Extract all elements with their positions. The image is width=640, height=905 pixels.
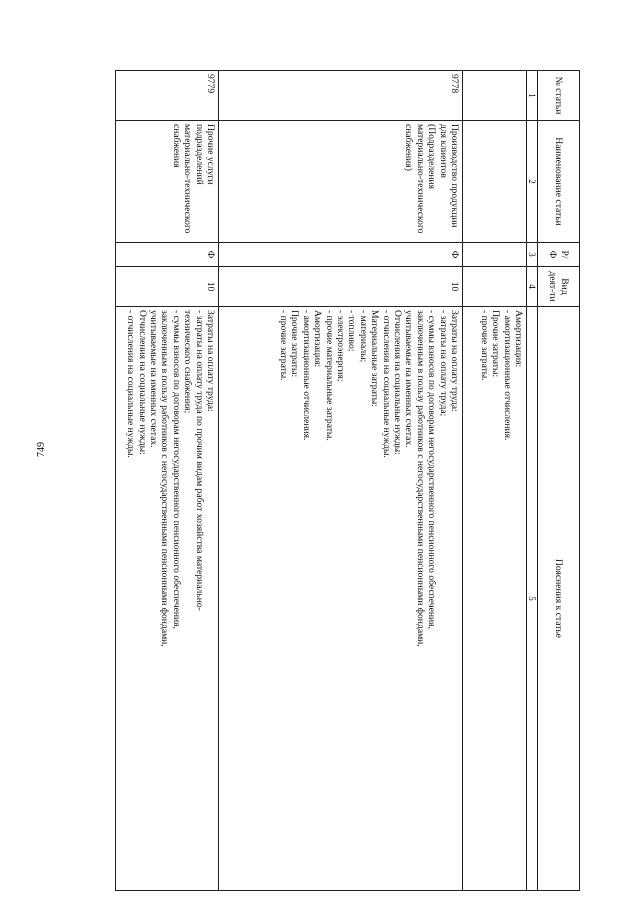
article-rf: Ф bbox=[219, 243, 463, 267]
notes-line: учитываемые на именных счетах. bbox=[147, 310, 159, 448]
article-activity-type: 10 bbox=[219, 267, 463, 307]
notes-line: - амортизационные отчисления. bbox=[501, 310, 513, 441]
article-notes bbox=[116, 307, 219, 891]
notes-line: заключенным в пользу работников с негосударственными пенсионными фондами, bbox=[159, 310, 171, 647]
article-name-line: подразделений bbox=[193, 124, 205, 185]
article-name-line: материально-технического bbox=[182, 124, 194, 234]
notes-line: заключенным в пользу работников с негосударственными пенсионными фондами, bbox=[414, 310, 426, 647]
notes-line: учитываемые на именных счетах. bbox=[403, 310, 415, 448]
article-name-line: снабжения bbox=[170, 124, 182, 168]
articles-table bbox=[115, 70, 580, 891]
notes-line: - суммы взносов по договорам негосударственного пенсионного обеспечения, bbox=[426, 310, 438, 629]
article-activity-type bbox=[463, 267, 527, 307]
page-number: 749 bbox=[36, 442, 47, 457]
article-name-line: (Подразделения bbox=[426, 124, 438, 190]
column-number: 5 bbox=[527, 307, 538, 891]
column-number: 3 bbox=[527, 243, 538, 267]
notes-line: - отчисления на социальные нужды. bbox=[125, 310, 137, 458]
article-name-line: снабжения) bbox=[403, 124, 415, 171]
notes-line: Материальные затраты: bbox=[369, 310, 381, 407]
column-number-row bbox=[527, 71, 538, 891]
notes-line: - электроэнергия; bbox=[334, 310, 346, 382]
table-row bbox=[219, 71, 463, 891]
article-name-line: для клиентов bbox=[437, 124, 449, 178]
header-explanations: Пояснения к статье bbox=[538, 307, 580, 891]
article-name-line: Производство продукции bbox=[449, 124, 460, 228]
notes-line: - прочие материальные затраты. bbox=[323, 310, 335, 441]
notes-line: Прочие затраты: bbox=[490, 310, 502, 378]
notes-line: - суммы взносов по договорам негосударственного пенсионного обеспечения, bbox=[170, 310, 182, 629]
notes-line: - затраты на оплату труда по прочим видам работ хозяйства материально- bbox=[193, 310, 205, 611]
article-name-line: материально-технического bbox=[414, 124, 426, 234]
article-rf: Ф bbox=[116, 243, 219, 267]
article-activity-type: 10 bbox=[116, 267, 219, 307]
article-notes bbox=[463, 307, 527, 891]
column-number: 4 bbox=[527, 267, 538, 307]
article-notes bbox=[219, 307, 463, 891]
article-rf bbox=[463, 243, 527, 267]
notes-line: - амортизационные отчисления. bbox=[300, 310, 312, 441]
notes-line: Амортизация: bbox=[513, 310, 524, 368]
notes-line: - затраты на оплату труда; bbox=[437, 310, 449, 417]
article-number: 9779 bbox=[116, 71, 219, 121]
article-name-line: Прочие услуги bbox=[205, 124, 216, 185]
article-number bbox=[463, 71, 527, 121]
column-number: 2 bbox=[527, 121, 538, 243]
article-number: 9778 bbox=[219, 71, 463, 121]
header-rf: Р/ Ф bbox=[538, 243, 580, 267]
table-row bbox=[463, 71, 527, 891]
article-name bbox=[463, 121, 527, 243]
notes-line: Затраты на оплату труда: bbox=[205, 310, 216, 412]
table-container bbox=[115, 70, 580, 890]
notes-line: - прочие затраты. bbox=[277, 310, 289, 381]
notes-line: Прочие затраты: bbox=[289, 310, 301, 378]
notes-line: - прочие затраты. bbox=[478, 310, 490, 381]
table-row bbox=[116, 71, 219, 891]
notes-line: - материалы; bbox=[357, 310, 369, 363]
header-article-number: № статьи bbox=[538, 71, 580, 121]
notes-line: Отчисления на социальные нужды: bbox=[136, 310, 148, 455]
notes-line: Амортизация: bbox=[312, 310, 324, 368]
notes-line: Затраты на оплату труда: bbox=[449, 310, 460, 412]
article-name bbox=[219, 121, 463, 243]
table-header-row bbox=[538, 71, 580, 891]
column-number: 1 bbox=[527, 71, 538, 121]
header-activity-type: Вид деят-ти bbox=[538, 267, 580, 307]
notes-line: - отчисления на социальные нужды. bbox=[380, 310, 392, 458]
notes-line: технического снабжения; bbox=[182, 310, 194, 414]
article-name bbox=[116, 121, 219, 243]
notes-line: Отчисления на социальные нужды: bbox=[391, 310, 403, 455]
header-article-name: Наименование статьи bbox=[538, 121, 580, 243]
notes-line: - топливо; bbox=[346, 310, 358, 352]
